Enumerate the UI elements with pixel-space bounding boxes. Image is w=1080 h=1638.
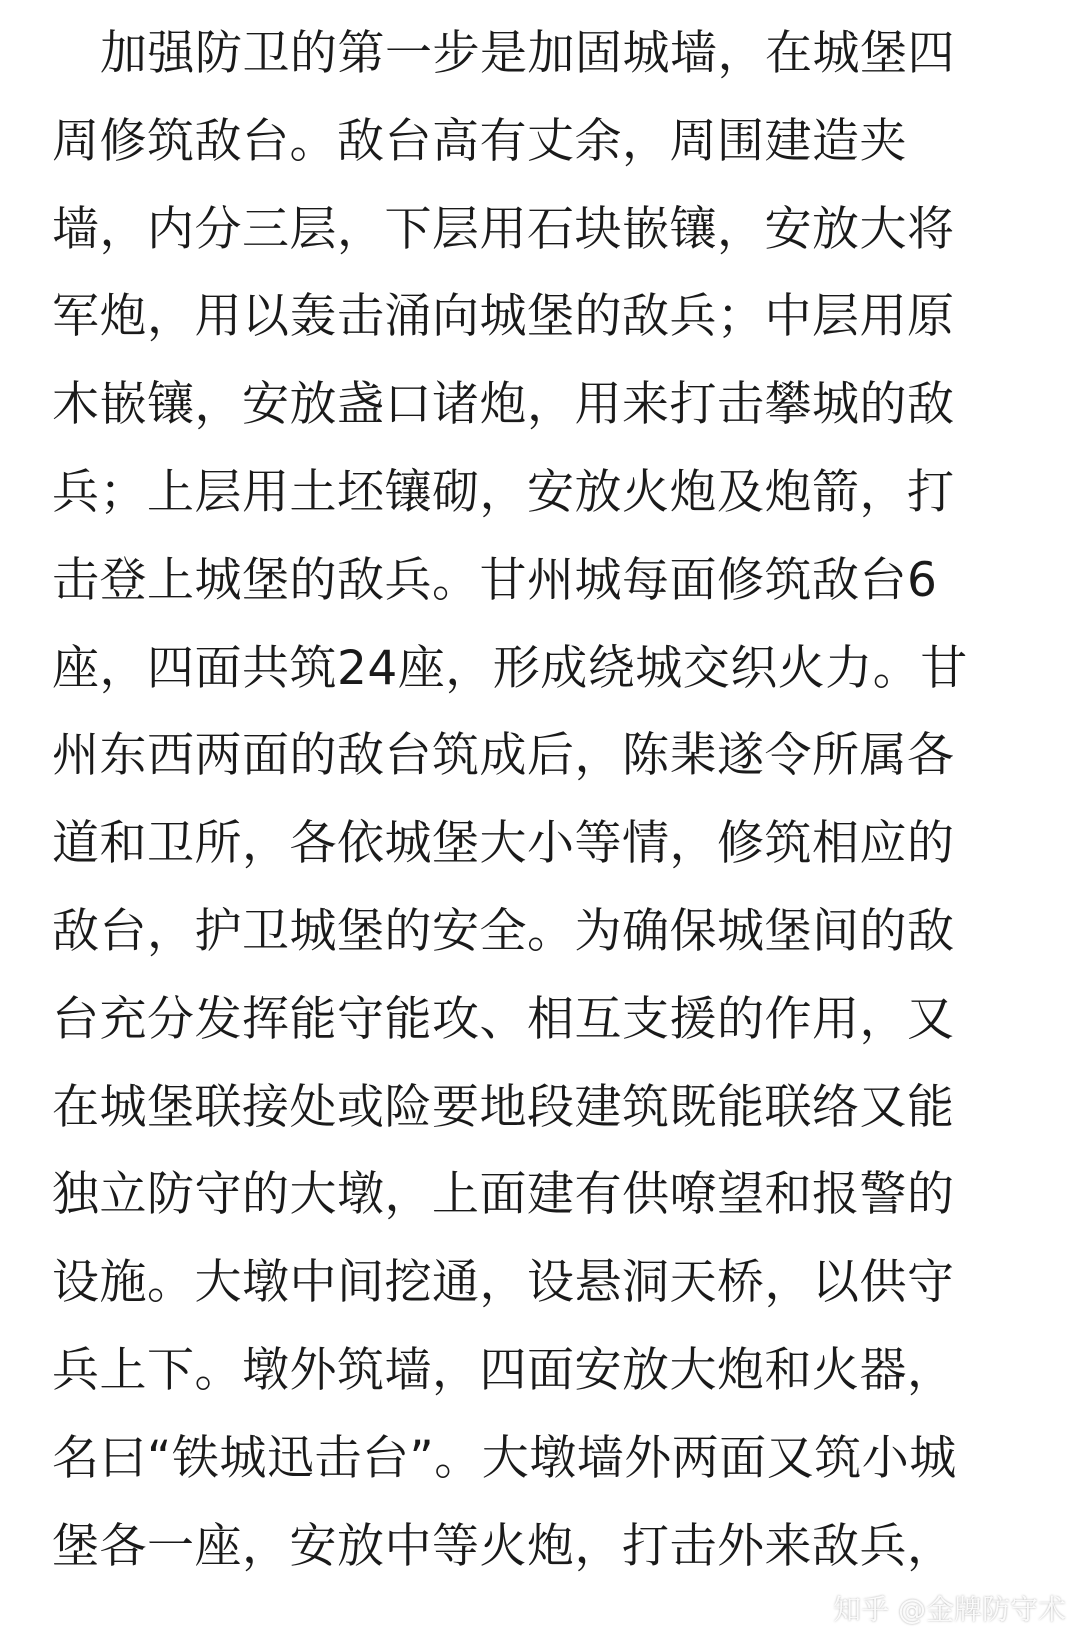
text-line: 座，四面共筑24座，形成绕城交织火力。甘	[52, 640, 968, 696]
text-line: 名曰“铁城迅击台”。大墩墙外两面又筑小城	[52, 1430, 957, 1486]
text-line: 周修筑敌台。敌台高有丈余，周围建造夹	[52, 113, 907, 169]
text-line: 道和卫所，各依城堡大小等情，修筑相应的	[52, 816, 955, 872]
watermark: 知乎 @金牌防守术	[833, 1593, 1066, 1626]
text-line: 设施。大墩中间挖通，设悬洞天桥，以供守	[52, 1255, 955, 1311]
text-line: 兵；上层用土坯镶砌，安放火炮及炮箭，打	[52, 464, 955, 520]
text-line: 兵上下。墩外筑墙，四面安放大炮和火器，	[52, 1342, 955, 1398]
text-line: 台充分发挥能守能攻、相互支援的作用，又	[52, 991, 955, 1047]
text-line: 军炮，用以轰击涌向城堡的敌兵；中层用原	[52, 289, 955, 345]
text-line: 击登上城堡的敌兵。甘州城每面修筑敌台6	[52, 552, 938, 608]
text-line: 墙，内分三层，下层用石块嵌镶，安放大将	[52, 201, 955, 257]
text-line: 加强防卫的第一步是加固城墙，在城堡四	[100, 26, 955, 81]
text-line: 堡各一座，安放中等火炮，打击外来敌兵，	[52, 1518, 955, 1574]
text-line: 木嵌镶，安放盏口诸炮，用来打击攀城的敌	[52, 377, 955, 433]
text-line: 在城堡联接处或险要地段建筑既能联络又能	[52, 1079, 955, 1135]
text-line: 州东西两面的敌台筑成后，陈棐遂令所属各	[52, 728, 955, 784]
text-line: 独立防守的大墩，上面建有供嘹望和报警的	[52, 1167, 955, 1223]
text-line: 敌台，护卫城堡的安全。为确保城堡间的敌	[52, 903, 955, 959]
